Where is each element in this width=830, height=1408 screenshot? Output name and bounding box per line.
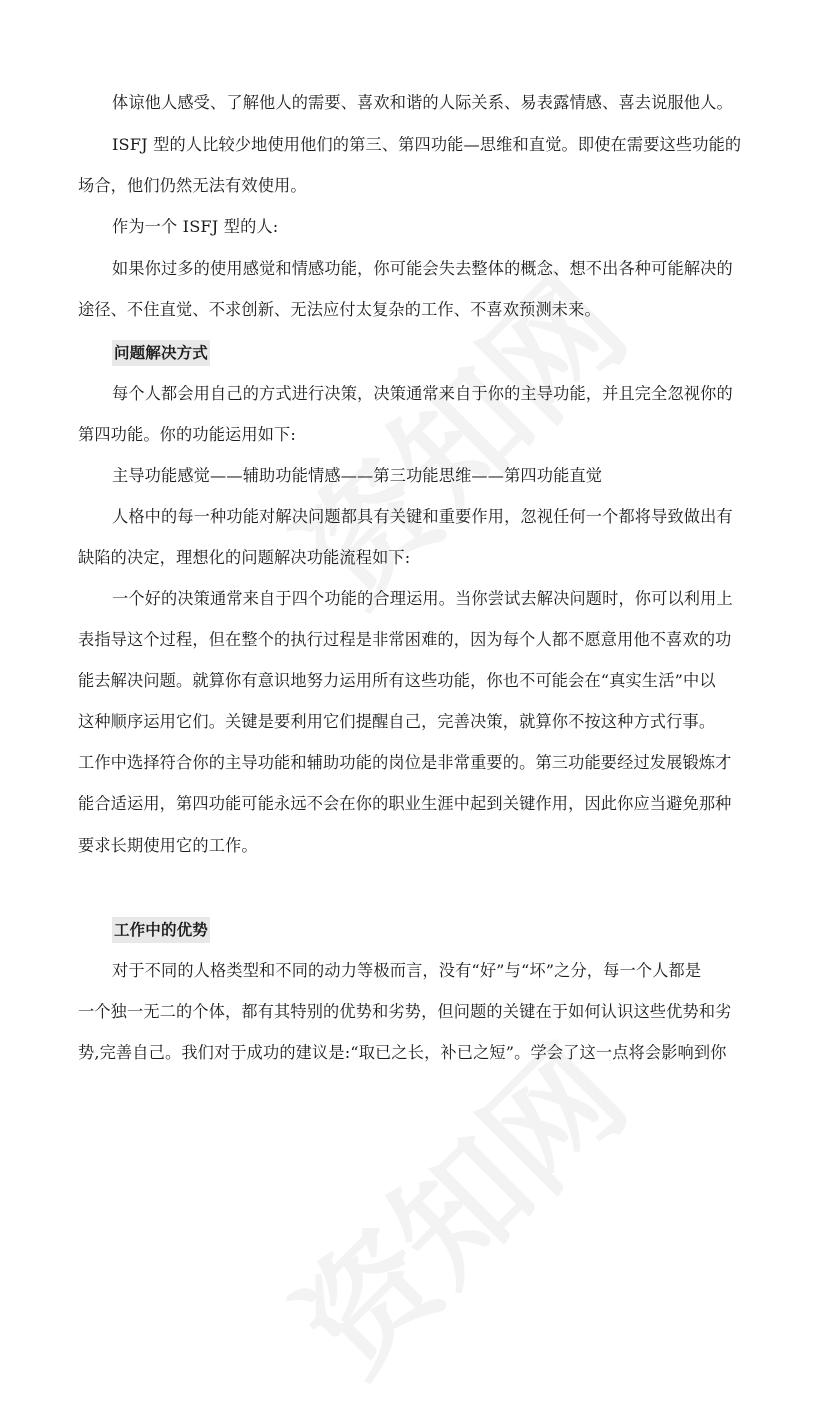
paragraph-line: 这种顺序运用它们。关键是要利用它们提醒自己，完善决策，就算你不按这种方式行事。	[78, 712, 716, 731]
section-heading: 问题解决方式	[112, 340, 210, 366]
paragraph-line: 如果你过多的使用感觉和情感功能，你可能会失去整体的概念、想不出各种可能解决的	[112, 259, 733, 278]
paragraph-line: 一个独一无二的个体，都有其特别的优势和劣势，但问题的关键在于如何认识这些优势和劣	[78, 1002, 732, 1021]
paragraph-line: 人格中的每一种功能对解决问题都具有关键和重要作用，忽视任何一个都将导致做出有	[112, 507, 733, 526]
paragraph-line: 第四功能。你的功能运用如下:	[78, 425, 296, 444]
paragraph-line: 对于不同的人格类型和不同的动力等极而言，没有“好”与“坏”之分，每一个人都是	[112, 961, 702, 980]
paragraph-line: 每个人都会用自己的方式进行决策，决策通常来自于你的主导功能，并且完全忽视你的	[112, 384, 733, 403]
paragraph-line: ISFJ 型的人比较少地使用他们的第三、第四功能—思维和直觉。即使在需要这些功能的	[112, 135, 742, 154]
section-heading: 工作中的优势	[112, 917, 210, 943]
paragraph-line: 能合适运用，第四功能可能永远不会在你的职业生涯中起到关键作用，因此你应当避免那种	[78, 794, 732, 813]
paragraph-line: 场合，他们仍然无法有效使用。	[78, 176, 307, 195]
paragraph-line: 作为一个 ISFJ 型的人:	[112, 217, 279, 236]
paragraph-line: 途径、不住直觉、不求创新、无法应付太复杂的工作、不喜欢预测未来。	[78, 300, 601, 319]
paragraph-line: 主导功能感觉——辅助功能情感——第三功能思维——第四功能直觉	[112, 466, 603, 485]
paragraph-line: 体谅他人感受、了解他人的需要、喜欢和谐的人际关系、易表露情感、喜去说服他人。	[112, 93, 733, 112]
watermark	[251, 229, 659, 637]
paragraph-line: 工作中选择符合你的主导功能和辅助功能的岗位是非常重要的。第三功能要经过发展锻炼才	[78, 753, 732, 772]
paragraph-line: 表指导这个过程，但在整个的执行过程是非常困难的，因为每个人都不愿意用他不喜欢的功	[78, 630, 732, 649]
paragraph-line: 势,完善自己。我们对于成功的建议是:“取已之长，补已之短”。学会了这一点将会影响到你	[78, 1043, 727, 1062]
paragraph-line: 要求长期使用它的工作。	[78, 836, 258, 855]
paragraph-line: 一个好的决策通常来自于四个功能的合理运用。当你尝试去解决问题时，你可以利用上	[112, 589, 733, 608]
paragraph-line: 能去解决问题。就算你有意识地努力运用所有这些功能，你也不可能会在“真实生活”中以	[78, 671, 716, 690]
paragraph-line: 缺陷的决定，理想化的问题解决功能流程如下:	[78, 548, 411, 567]
